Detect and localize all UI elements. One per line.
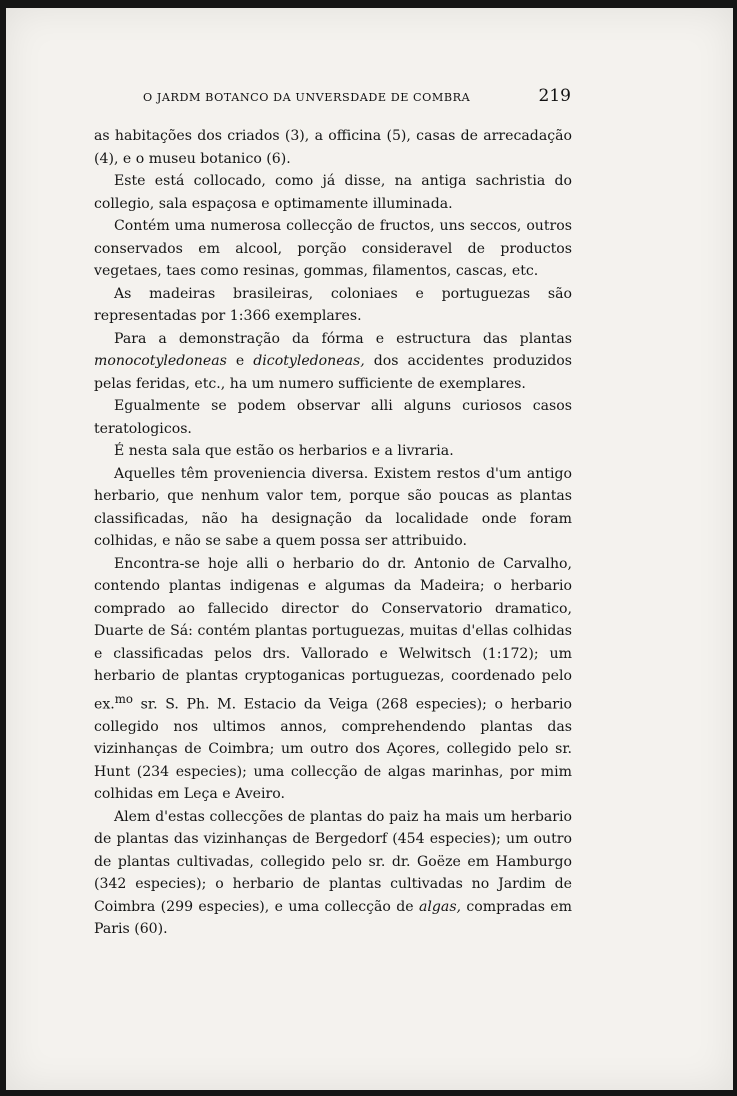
page-number: 219 xyxy=(538,86,571,106)
text-run: compradas em Paris (60). xyxy=(94,898,573,938)
paragraph xyxy=(94,215,572,283)
text-run: e xyxy=(226,353,254,369)
italic-term: monocotyledoneas xyxy=(94,353,227,369)
paragraph xyxy=(94,328,572,396)
paragraph xyxy=(94,125,572,170)
italic-term: algas, xyxy=(418,898,462,915)
paragraph xyxy=(94,170,572,215)
text-run: Encontra-se hoje alli o herbario do dr. Antonio de Carvalho, contendo plantas indigenas e algumas da Madeira; o herbario comprado ao fallecido director do Conservatorio dramatico, Duarte de Sá: contém plantas portuguezas, muitas d'ellas colhidas e classificadas pelos drs. Vallorado e Welwitsch (1:172); um herbario de plantas cryptoganicas portuguezas, coordenado pelo ex. xyxy=(94,555,572,713)
text-run: As madeiras brasileiras, coloniaes e portuguezas são representadas por 1:366 exemplares. xyxy=(94,285,572,324)
paragraph xyxy=(94,806,572,941)
italic-term: dicotyledoneas, xyxy=(253,353,365,369)
main-text xyxy=(94,125,572,941)
text-run: Alem d'estas collecções de plantas do paiz ha mais um herbario de plantas das vizinhanças de Bergedorf (454 especies); um outro de plantas cultivadas, collegido pelo sr. dr. Goëze em Hamburgo (342 especies); o herbario de plantas cultivadas no Jardim de Coimbra (299 especies), e uma collecção de xyxy=(94,808,572,915)
text-run: sr. S. Ph. M. Estacio da Veiga (268 especies); o herbario collegido nos ultimos annos, comprehendendo plantas das vizinhanças de Coimbra; um outro dos Açores, collegido pelo sr. Hunt (234 especies); uma collecção de algas marinhas, por mim colhidas em Leça e Aveiro. xyxy=(94,696,572,803)
text-run: Aquelles têm proveniencia diversa. Existem restos d'um antigo herbario, que nenhum valor tem, porque são poucas as plantas classificadas, não ha designação da localidade onde foram colhidas, e não se sabe a quem possa ser attribuido. xyxy=(94,465,572,549)
paragraph xyxy=(94,463,572,553)
text-run: É nesta sala que estão os herbarios e a livraria. xyxy=(114,443,454,459)
paragraph xyxy=(94,395,572,440)
text-run: Para a demonstração da fórma e estructura das plantas xyxy=(114,330,572,347)
paragraph xyxy=(94,553,572,806)
text-run: Este está collocado, como já disse, na antiga sachristia do collegio, sala espaçosa e optimamente illuminada. xyxy=(94,173,572,212)
running-title: O JARDM BOTANCO DA UNVERSDADE DE COMBRA xyxy=(143,91,471,104)
text-run: as habitações dos criados (3), a officina (5), casas de arrecadação (4), e o museu botanico (6). xyxy=(94,128,572,167)
text-run: dos accidentes produzidos pelas feridas, etc., ha um numero sufficiente de exemplares. xyxy=(94,353,572,392)
superscript-abbreviation: mo xyxy=(114,691,133,706)
paragraph xyxy=(94,283,572,328)
text-run: Egualmente se podem observar alli alguns curiosos casos teratologicos. xyxy=(94,398,572,437)
page-header xyxy=(143,86,571,110)
text-run: Contém uma numerosa collecção de fructos, uns seccos, outros conservados em alcool, porção consideravel de productos vegetaes, taes como resinas, gommas, filamentos, cascas, etc. xyxy=(94,218,572,279)
paragraph xyxy=(94,440,572,463)
